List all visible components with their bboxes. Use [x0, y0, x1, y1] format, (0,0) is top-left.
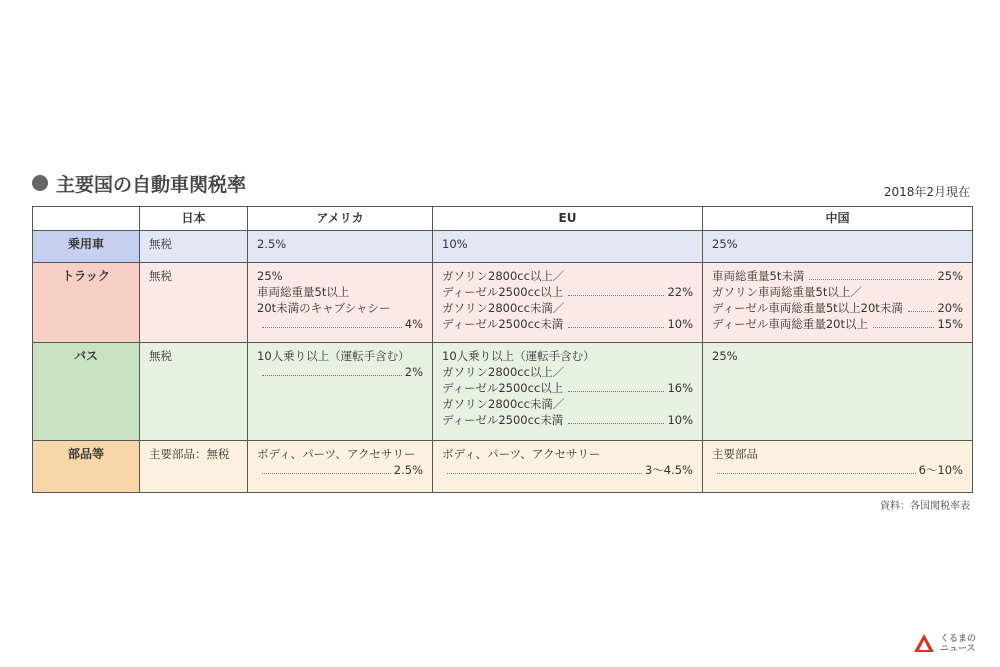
bus-usa-line: 10人乗り以上（運転手含む）: [257, 349, 410, 363]
row-label-parts: 部品等: [33, 441, 140, 493]
row-bus: [33, 343, 973, 441]
cell-truck-usa: [248, 263, 433, 343]
bus-eu-line: ガソリン2800cc以上／: [442, 365, 565, 379]
parts-usa-line: 2.5%: [257, 462, 423, 478]
row-passenger-car: [33, 231, 973, 263]
row-parts: [33, 441, 973, 493]
header-eu: EU: [433, 207, 703, 231]
truck-eu-line: ディーゼル2500cc以上 22%: [442, 285, 693, 299]
header-japan: 日本: [140, 207, 248, 231]
cell-truck-china: [703, 263, 973, 343]
tariff-table: [32, 206, 973, 493]
header-usa: アメリカ: [248, 207, 433, 231]
header-blank: [33, 207, 140, 231]
row-label-truck: トラック: [33, 263, 140, 343]
cell-bus-japan: 無税: [140, 343, 248, 441]
truck-usa-line: 20t未満のキャブシャシー: [257, 301, 391, 315]
parts-eu-line: ボディ、パーツ、アクセサリー: [442, 447, 601, 461]
parts-eu-line: 3〜4.5%: [442, 462, 693, 478]
parts-china-line: 6〜10%: [712, 462, 963, 478]
cell-parts-japan: 主要部品：無税: [140, 441, 248, 493]
cell-bus-china: 25%: [703, 343, 973, 441]
table-title: [32, 168, 246, 198]
truck-china-line: ディーゼル車両総重量20t以上 15%: [712, 317, 963, 331]
row-label-car: 乗用車: [33, 231, 140, 263]
cell-car-china: 25%: [703, 231, 973, 263]
bullet-icon: [32, 175, 48, 191]
cell-bus-usa: [248, 343, 433, 441]
title-text: 主要国の自動車関税率: [56, 173, 247, 196]
cell-parts-eu: [433, 441, 703, 493]
car-logo-icon: [912, 632, 936, 656]
cell-parts-usa: [248, 441, 433, 493]
truck-usa-line: 車両総重量5t以上: [257, 285, 350, 299]
truck-usa-line: 25%: [257, 269, 283, 283]
bus-eu-line: ディーゼル2500cc以上 16%: [442, 381, 693, 395]
cell-truck-eu: [433, 263, 703, 343]
row-label-bus: バス: [33, 343, 140, 441]
row-truck: [33, 263, 973, 343]
source-note: 資料：各国関税率表: [880, 501, 970, 512]
cell-car-eu: 10%: [433, 231, 703, 263]
truck-china-line: 車両総重量5t未満 25%: [712, 269, 963, 283]
cell-car-usa: 2.5%: [248, 231, 433, 263]
truck-eu-line: ディーゼル2500cc未満 10%: [442, 317, 693, 331]
cell-car-japan: 無税: [140, 231, 248, 263]
bus-usa-line: 2%: [257, 364, 423, 380]
truck-eu-line: ガソリン2800cc未満／: [442, 301, 565, 315]
date-note: 2018年2月現在: [883, 185, 970, 199]
cell-bus-eu: [433, 343, 703, 441]
parts-china-line: 主要部品: [712, 447, 758, 461]
logo-text: くるまの ニュース: [939, 634, 976, 654]
truck-china-line: ディーゼル車両総重量5t以上20t未満 20%: [712, 301, 963, 315]
header-china: 中国: [703, 207, 973, 231]
parts-usa-line: ボディ、パーツ、アクセサリー: [257, 447, 416, 461]
brand-logo: [912, 632, 976, 656]
truck-usa-line: 4%: [257, 316, 423, 332]
truck-china-line: ガソリン車両総重量5t以上／: [712, 285, 862, 299]
bus-eu-line: 10人乗り以上（運転手含む）: [442, 349, 595, 363]
truck-eu-line: ガソリン2800cc以上／: [442, 269, 565, 283]
cell-parts-china: [703, 441, 973, 493]
bus-eu-line: ガソリン2800cc未満／: [442, 397, 565, 411]
header-row: [33, 207, 973, 231]
bus-eu-line: ディーゼル2500cc未満 10%: [442, 413, 693, 427]
cell-truck-japan: 無税: [140, 263, 248, 343]
